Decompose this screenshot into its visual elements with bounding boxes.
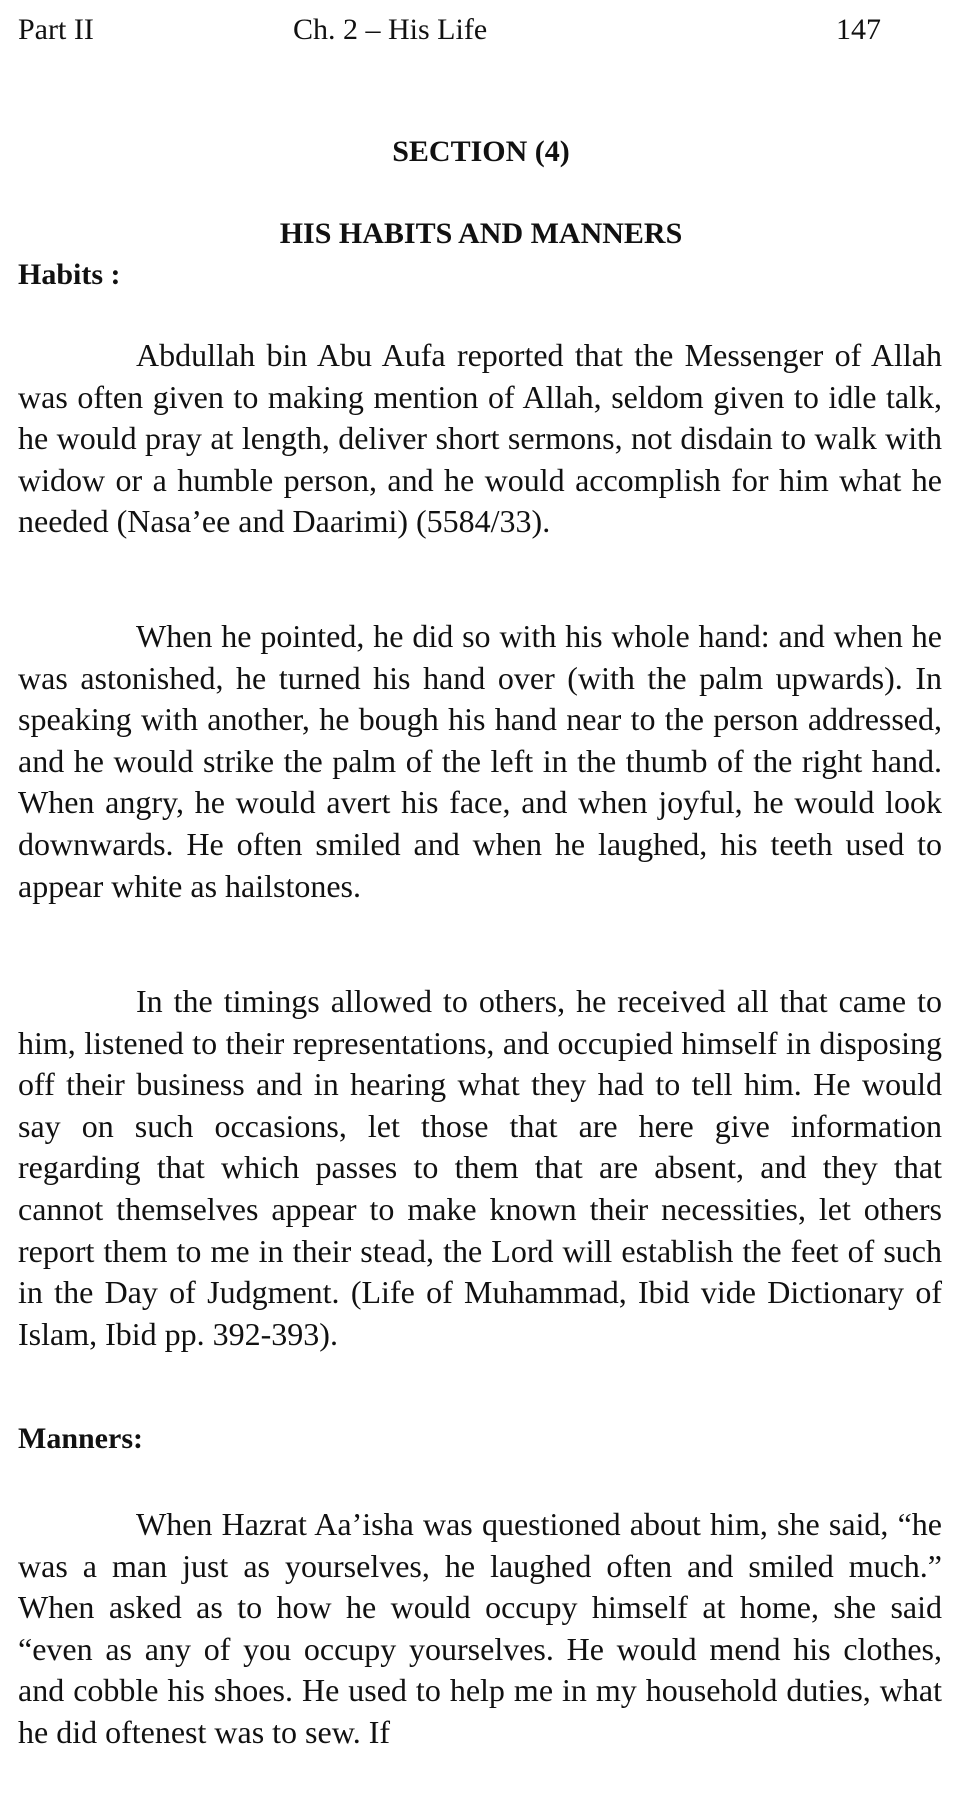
- habits-paragraph-2: When he pointed, he did so with his whole hand: and when he was astonished, he turned his hand over (with the palm upwards). In speaking with another, he bough his hand near to the person addressed, and he would strike the palm of the left in the thumb of the right hand. When angry, he would avert his face, and when joyful, he would look downwards. He often smiled and when he laughed, his teeth used to appear white as hailstones.: [18, 618, 942, 904]
- manners-paragraph-1: When Hazrat Aa’isha was questioned about him, she said, “he was a man just as yourselves, he laughed often and smiled much.” When asked as to how he would occupy himself at home, she said “even as any of you occupy yourselves. He would mend his clothes, and cobble his shoes. He used to help me in my household duties, what he did oftenest was to sew. If: [18, 1506, 942, 1750]
- manners-heading: Manners:: [18, 1422, 143, 1455]
- page-number: 147: [836, 13, 881, 46]
- book-page: [18, 0, 944, 1796]
- habits-paragraph-1: Abdullah bin Abu Aufa reported that the Messenger of Allah was often given to making mention of Allah, seldom given to idle talk, he would pray at length, deliver short sermons, not disdain to walk with widow or a humble person, and he would accomplish for him what he needed (Nasa’ee and Daarimi) (5584/33).: [18, 337, 942, 540]
- running-header: [18, 10, 944, 50]
- section-subtitle: HIS HABITS AND MANNERS: [279, 217, 683, 250]
- chapter-label: Ch. 2 – His Life: [293, 13, 488, 46]
- habits-heading: Habits :: [18, 258, 121, 291]
- section-title: SECTION (4): [392, 135, 570, 168]
- habits-paragraph-3: In the timings allowed to others, he received all that came to him, listened to their representations, and occupied himself in disposing off their business and in hearing what they had to tell him. He would say on such occasions, let those that are here give information regarding that which passes to them that are absent, and they that cannot themselves appear to make known their necessities, let others report them to me in their stead, the Lord will establish the feet of such in the Day of Judgment. (Life of Muhammad, Ibid vide Dictionary of Islam, Ibid pp. 392-393).: [18, 983, 942, 1352]
- part-label: Part II: [18, 13, 94, 46]
